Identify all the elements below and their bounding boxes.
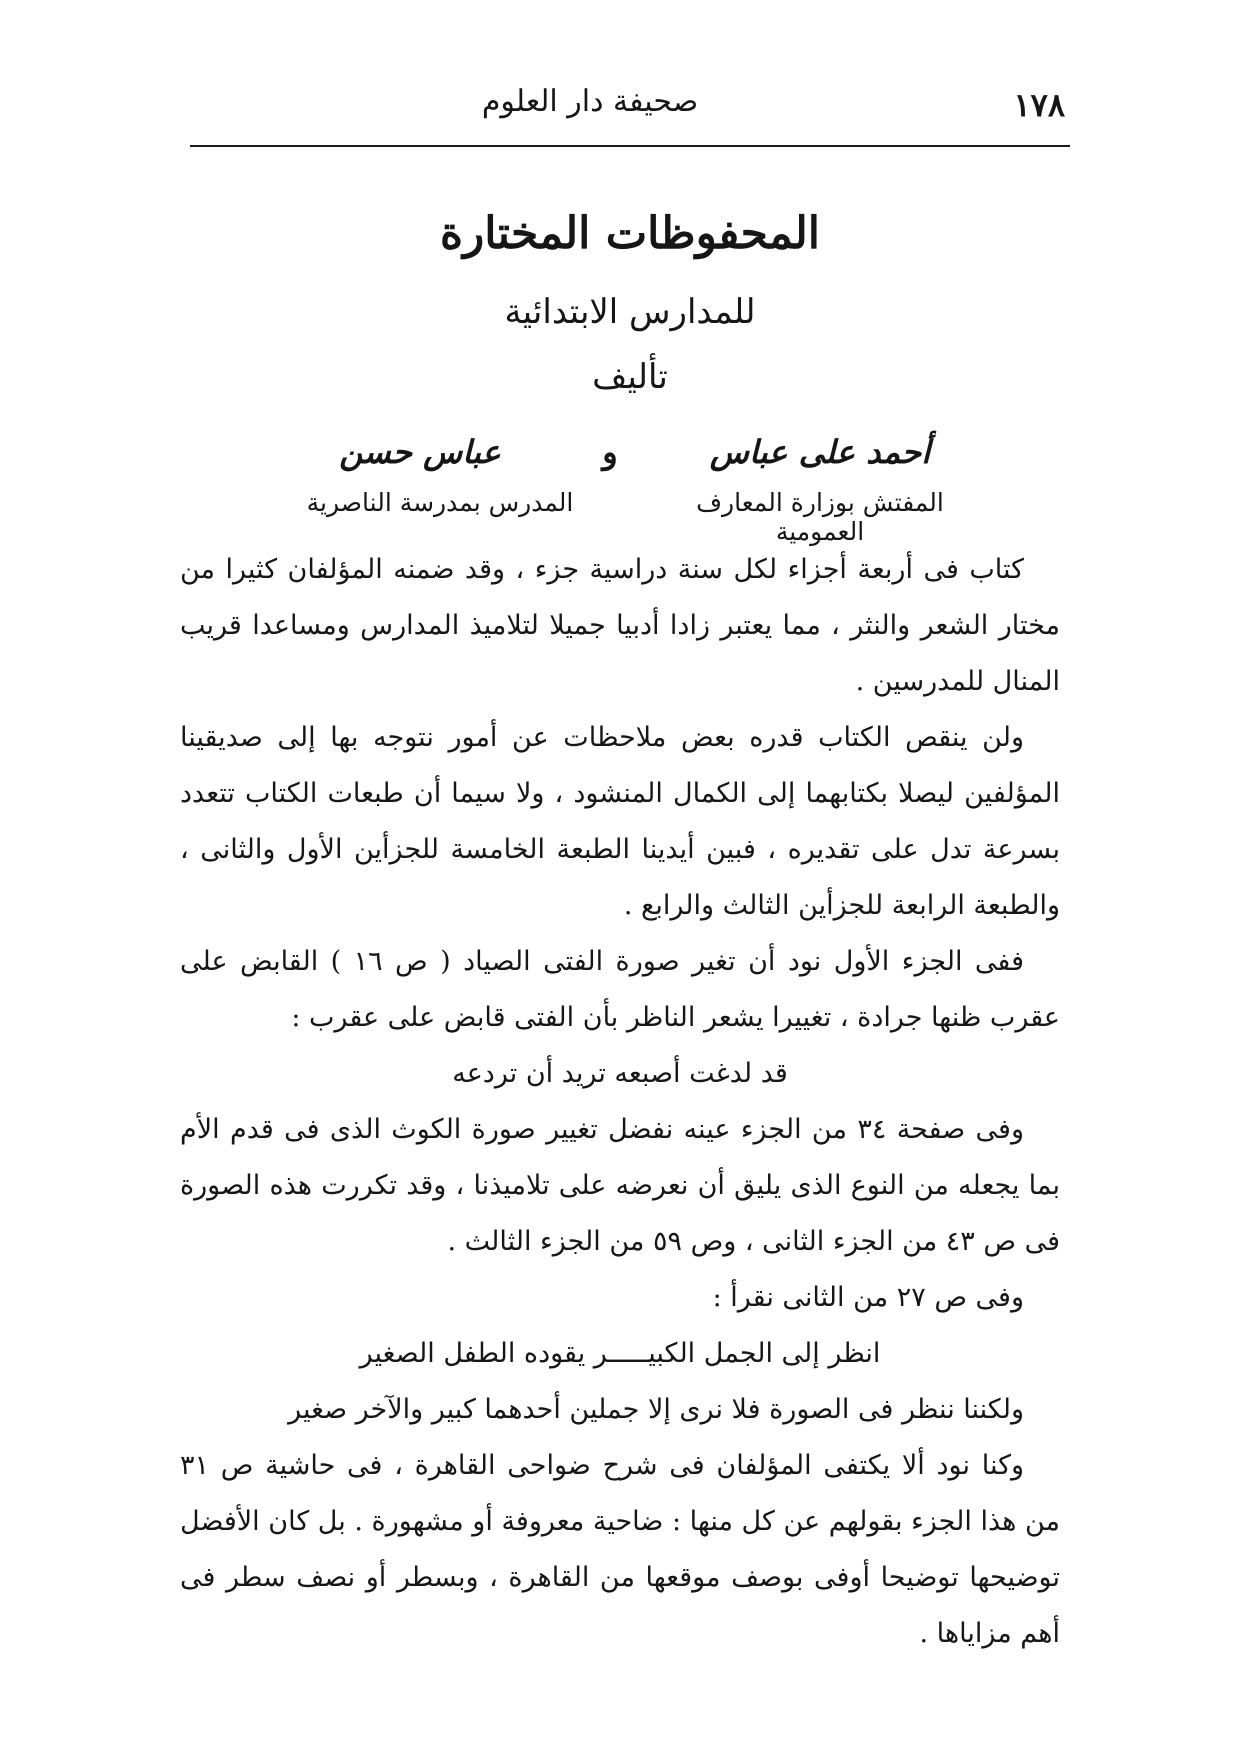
book-subtitle: للمدارس الابتدائية [504, 292, 756, 332]
author-conjunction: و [602, 433, 618, 471]
paragraph-1: كتاب فى أربعة أجزاء لكل سنة دراسية جزء ، وقد ضمنه المؤلفان كثيرا من مختار الشعر والنثر ، مما يعتبر زادا أدبيا جميلا لتلاميذ المدارس ومساعدا قريب المنال للمدرسين . [180, 554, 1060, 697]
verse-quote-2: انظر إلى الجمل الكبيـــــر يقوده الطفل الصغير [359, 1338, 881, 1369]
running-header-title: صحيفة دار العلوم [481, 84, 699, 119]
paragraph-2: ولن ينقص الكتاب قدره بعض ملاحظات عن أمور نتوجه بها إلى صديقينا المؤلفين ليصلا بكتابهما إلى الكمال المنشود ، ولا سيما أن طبعات الكتاب تتعدد بسرعة تدل على تقديره ، فبين أيدينا الطبعة الخامسة للجزأين الأول والثانى ، والطبعة الرابعة للجزأين الثالث والرابع . [180, 722, 1060, 921]
book-title: المحفوظات المختارة [439, 208, 821, 259]
paragraph-5: وفى ص ٢٧ من الثانى نقرأ : [712, 1282, 1024, 1313]
author-name-2: عباس حسن [339, 433, 501, 471]
verse-quote-1: قد لدغت أصبعه تريد أن تردعه [452, 1058, 788, 1089]
author-name-1: أحمد على عباس [709, 433, 931, 471]
author-1-role: المفتش بوزارة المعارف العمومية [696, 488, 944, 546]
author-2-role: المدرس بمدرسة الناصرية [306, 488, 574, 517]
paragraph-4: وفى صفحة ٣٤ من الجزء عينه نفضل تغيير صورة الكوث الذى فى قدم الأم بما يجعله من النوع الذى يليق أن نعرضه على تلاميذنا ، وقد تكررت هذه الصورة فى ص ٤٣ من الجزء الثانى ، وص ٥٩ من الجزء الثالث . [180, 1114, 1060, 1257]
header-divider [190, 145, 1070, 147]
paragraph-7: وكنا نود ألا يكتفى المؤلفان فى شرح ضواحى القاهرة ، فى حاشية ص ٣١ من هذا الجزء بقولهم عن كل منها : ضاحية معروفة أو مشهورة . بل كان الأفضل توضيحها توضيحا أوفى بوصف موقعها من القاهرة ، وبسطر أو نصف سطر فى أهم مزاياها . [180, 1450, 1060, 1649]
paragraph-3: ففى الجزء الأول نود أن تغير صورة الفتى الصياد ( ص ١٦ ) القابض على عقرب ظنها جرادة ، تغييرا يشعر الناظر بأن الفتى قابض على عقرب : [180, 946, 1060, 1033]
paragraph-6: ولكننا ننظر فى الصورة فلا نرى إلا جملين أحدهما كبير والآخر صغير [288, 1394, 1024, 1425]
authored-by-label: تأليف [592, 357, 668, 397]
page-number: ١٧٨ [1013, 86, 1065, 124]
